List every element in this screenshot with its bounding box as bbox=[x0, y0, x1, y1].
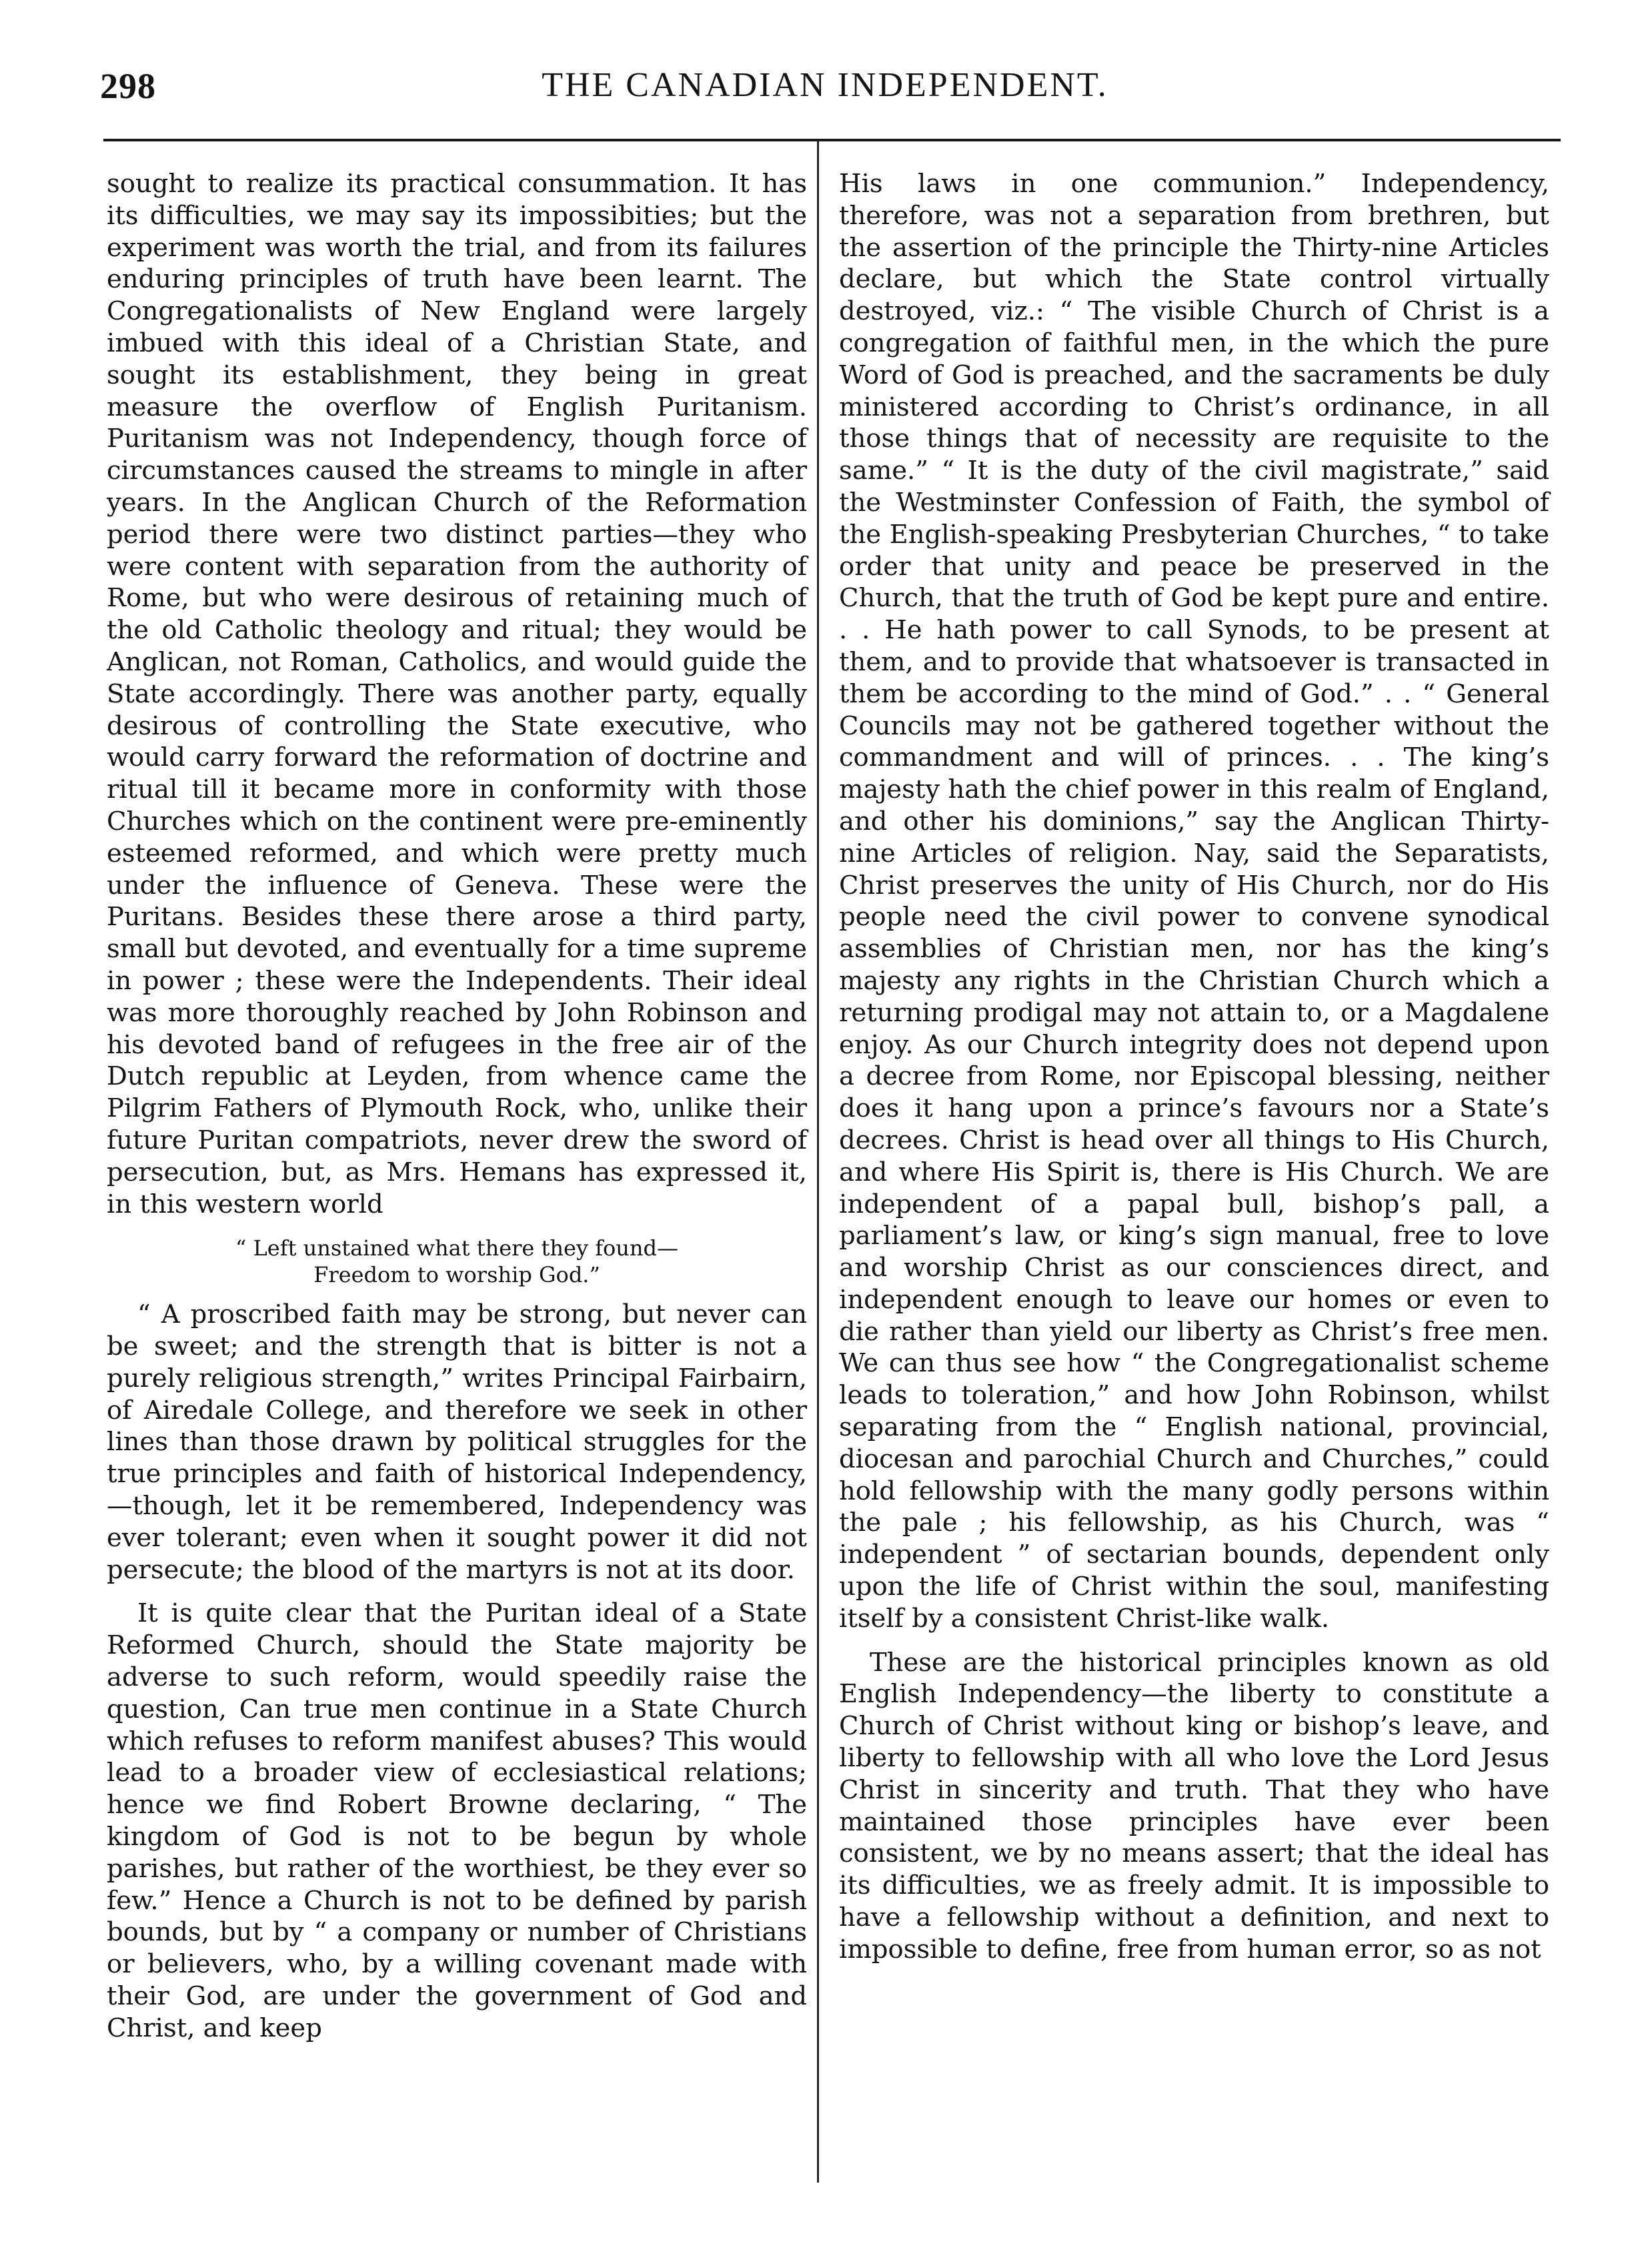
header-rule bbox=[103, 139, 1561, 141]
page-header bbox=[0, 0, 1650, 133]
verse-line-2: Freedom to worship God.” bbox=[313, 1262, 600, 1288]
left-column bbox=[107, 168, 807, 2045]
running-title: THE CANADIAN INDEPENDENT. bbox=[542, 66, 1108, 104]
left-paragraph-2: “ A proscribed faith may be strong, but never can be sweet; and the strength that is bitter is not a purely religious strength,” writes Principal Fairbairn, of Airedale College, and therefore we seek in other lines than those drawn by political struggles for the true principles and faith of historical Independency,—though, let it be remembered, Independency was ever tolerant; even when it sought power it did not persecute; the blood of the martyrs is not at its door. bbox=[107, 1299, 807, 1585]
page-number: 298 bbox=[100, 66, 156, 106]
column-divider bbox=[817, 141, 819, 2183]
left-paragraph-3: It is quite clear that the Puritan ideal of a State Reformed Church, should the State majority be adverse to such reform, would speedily raise the question, Can true men continue in a State Church which refuses to reform manifest abuses? This would lead to a broader view of ecclesiastical relations; hence we find Robert Browne declaring, “ The kingdom of God is not to be begun by whole parishes, but rather of the worthiest, be they ever so few.” Hence a Church is not to be defined by parish bounds, but by “ a company or number of Christians or believers, who, by a willing covenant made with their God, are under the government of God and Christ, and keep bbox=[107, 1598, 807, 2043]
left-paragraph-1: sought to realize its practical consummation. It has its difficulties, we may say its impossibities; but the experiment was worth the trial, and from its failures enduring principles of truth have been learnt. The Congregationalists of New England were largely imbued with this ideal of a Christian State, and sought its establishment, they being in great measure the overflow of English Puritanism. Puritanism was not Independency, though force of circumstances caused the streams to mingle in after years. In the Anglican Church of the Reformation period there were two distinct parties—they who were content with separation from the authority of Rome, but who were desirous of retaining much of the old Catholic theology and ritual; they would be Anglican, not Roman, Catholics, and would guide the State accordingly. There was another party, equally desirous of controlling the State executive, who would carry forward the reformation of doctrine and ritual till it became more in conformity with those Churches which on the continent were pre-eminently esteemed reformed, and which were pretty much under the influence of Geneva. These were the Puritans. Besides these there arose a third party, small but devoted, and eventually for a time supreme in power ; these were the Independents. Their ideal was more thoroughly reached by John Robinson and his devoted band of refugees in the free air of the Dutch republic at Leyden, from whence came the Pilgrim Fathers of Plymouth Rock, who, unlike their future Puritan compatriots, never drew the sword of persecution, but, as Mrs. Hemans has expressed it, in this western world bbox=[107, 169, 807, 1219]
verse-quotation bbox=[107, 1235, 807, 1288]
right-paragraph-2: These are the historical principles known as old English Independency—the liberty to constitute a Church of Christ without king or bishop’s leave, and liberty to fellowship with all who love the Lord Jesus Christ in sincerity and truth. That they who have maintained those principles have ever been consistent, we by no means assert; that the ideal has its difficulties, we as freely admit. It is impossible to have a fellowship without a definition, and next to impossible to define, free from human error, so as not bbox=[839, 1647, 1549, 1964]
right-column bbox=[839, 168, 1549, 1966]
right-paragraph-1: His laws in one communion.” Independency, therefore, was not a separation from brethren, but the assertion of the principle the Thirty-nine Articles declare, but which the State control virtually destroyed, viz.: “ The visible Church of Christ is a congregation of faithful men, in the which the pure Word of God is preached, and the sacraments be duly ministered according to Christ’s ordinance, in all those things that of necessity are requisite to the same.” “ It is the duty of the civil magistrate,” said the Westminster Confession of Faith, the symbol of the English-speaking Presbyterian Churches, “ to take order that unity and peace be preserved in the Church, that the truth of God be kept pure and entire. . . He hath power to call Synods, to be present at them, and to provide that whatsoever is transacted in them be according to the mind of God.” . . “ General Councils may not be gathered together without the commandment and will of princes. . . The king’s majesty hath the chief power in this realm of England, and other his dominions,” say the Anglican Thirty-nine Articles of religion. Nay, said the Separatists, Christ preserves the unity of His Church, nor do His people need the civil power to convene synodical assemblies of Christian men, nor has the king’s majesty any rights in the Christian Church which a returning prodigal may not attain to, or a Magdalene enjoy. As our Church integrity does not depend upon a decree from Rome, nor Episcopal blessing, neither does it hang upon a prince’s favours nor a State’s decrees. Christ is head over all things to His Church, and where His Spirit is, there is His Church. We are independent of a papal bull, bishop’s pall, a parliament’s law, or king’s sign manual, free to love and worship Christ as our consciences direct, and independent enough to leave our homes or even to die rather than yield our liberty as Christ’s free men. We can thus see how “ the Congregationalist scheme leads to toleration,” and how John Robinson, whilst separating from the “ English national, provincial, diocesan and parochial Church and Churches,” could hold fellowship with the many godly persons within the pale ; his fellowship, as his Church, was “ independent ” of sectarian bounds, dependent only upon the life of Christ within the soul, manifesting itself by a consistent Christ-like walk. bbox=[839, 169, 1549, 1634]
verse-line-1: “ Left unstained what there they found— bbox=[235, 1235, 678, 1261]
